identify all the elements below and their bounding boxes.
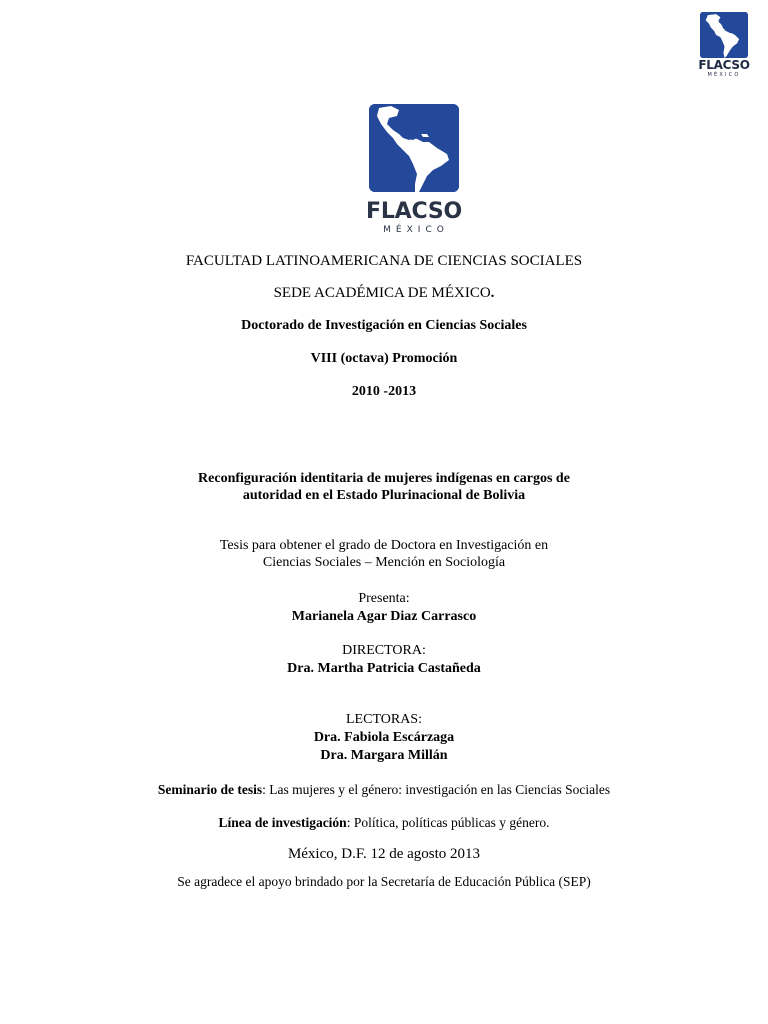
flacso-wordmark: FLACSO — [366, 199, 462, 224]
research-line-value: : Política, políticas públicas y género. — [346, 815, 550, 830]
program-name: Doctorado de Investigación en Ciencias Sociales — [241, 318, 527, 333]
thesis-purpose-line-1: Tesis para obtener el grado de Doctora en Investigación en — [219, 538, 549, 553]
mexico-subtitle-small: MÉXICO — [707, 72, 741, 78]
author-name: Marianela Agar Diaz Carrasco — [291, 609, 477, 624]
place-date: México, D.F. 12 de agosto 2013 — [287, 846, 481, 862]
thesis-title-line-2: autoridad en el Estado Plurinacional de Bolivia — [242, 488, 526, 503]
americas-map-icon — [700, 12, 748, 58]
thesis-purpose-line-2: Ciencias Sociales – Mención en Sociología — [262, 555, 506, 570]
years: 2010 -2013 — [351, 384, 417, 399]
americas-map-icon — [369, 104, 459, 192]
mexico-subtitle: MÉXICO — [383, 225, 449, 235]
director-label: DIRECTORA: — [342, 643, 426, 658]
promotion: VIII (octava) Promoción — [310, 351, 458, 366]
readers-label: LECTORAS: — [346, 712, 422, 727]
research-line — [0, 814, 768, 831]
seminar-label: Seminario de tesis — [157, 782, 263, 797]
seminar-line — [0, 781, 768, 798]
acknowledgment: Se agradece el apoyo brindado por la Secretaría de Educación Pública (SEP) — [177, 874, 591, 889]
thesis-title-line-1: Reconfiguración identitaria de mujeres indígenas en cargos de — [198, 471, 570, 486]
institution-name: FACULTAD LATINOAMERICANA DE CIENCIAS SOCIALES — [185, 253, 583, 269]
reader-name: Dra. Fabiola Escárzaga — [313, 730, 455, 745]
flacso-logo-main — [366, 104, 462, 238]
sede-period: . — [490, 285, 495, 301]
author-label: Presenta: — [358, 591, 410, 606]
flacso-logo-small — [698, 12, 750, 78]
seminar-value: : Las mujeres y el género: investigación en las Ciencias Sociales — [262, 782, 611, 797]
director-name: Dra. Martha Patricia Castañeda — [287, 661, 481, 676]
reader-name: Dra. Margara Millán — [320, 748, 448, 763]
flacso-wordmark-small: FLACSO — [698, 58, 750, 72]
research-line-label: Línea de investigación — [218, 815, 347, 830]
sede-line — [0, 284, 768, 302]
sede-name: SEDE ACADÉMICA DE MÉXICO — [273, 285, 491, 301]
